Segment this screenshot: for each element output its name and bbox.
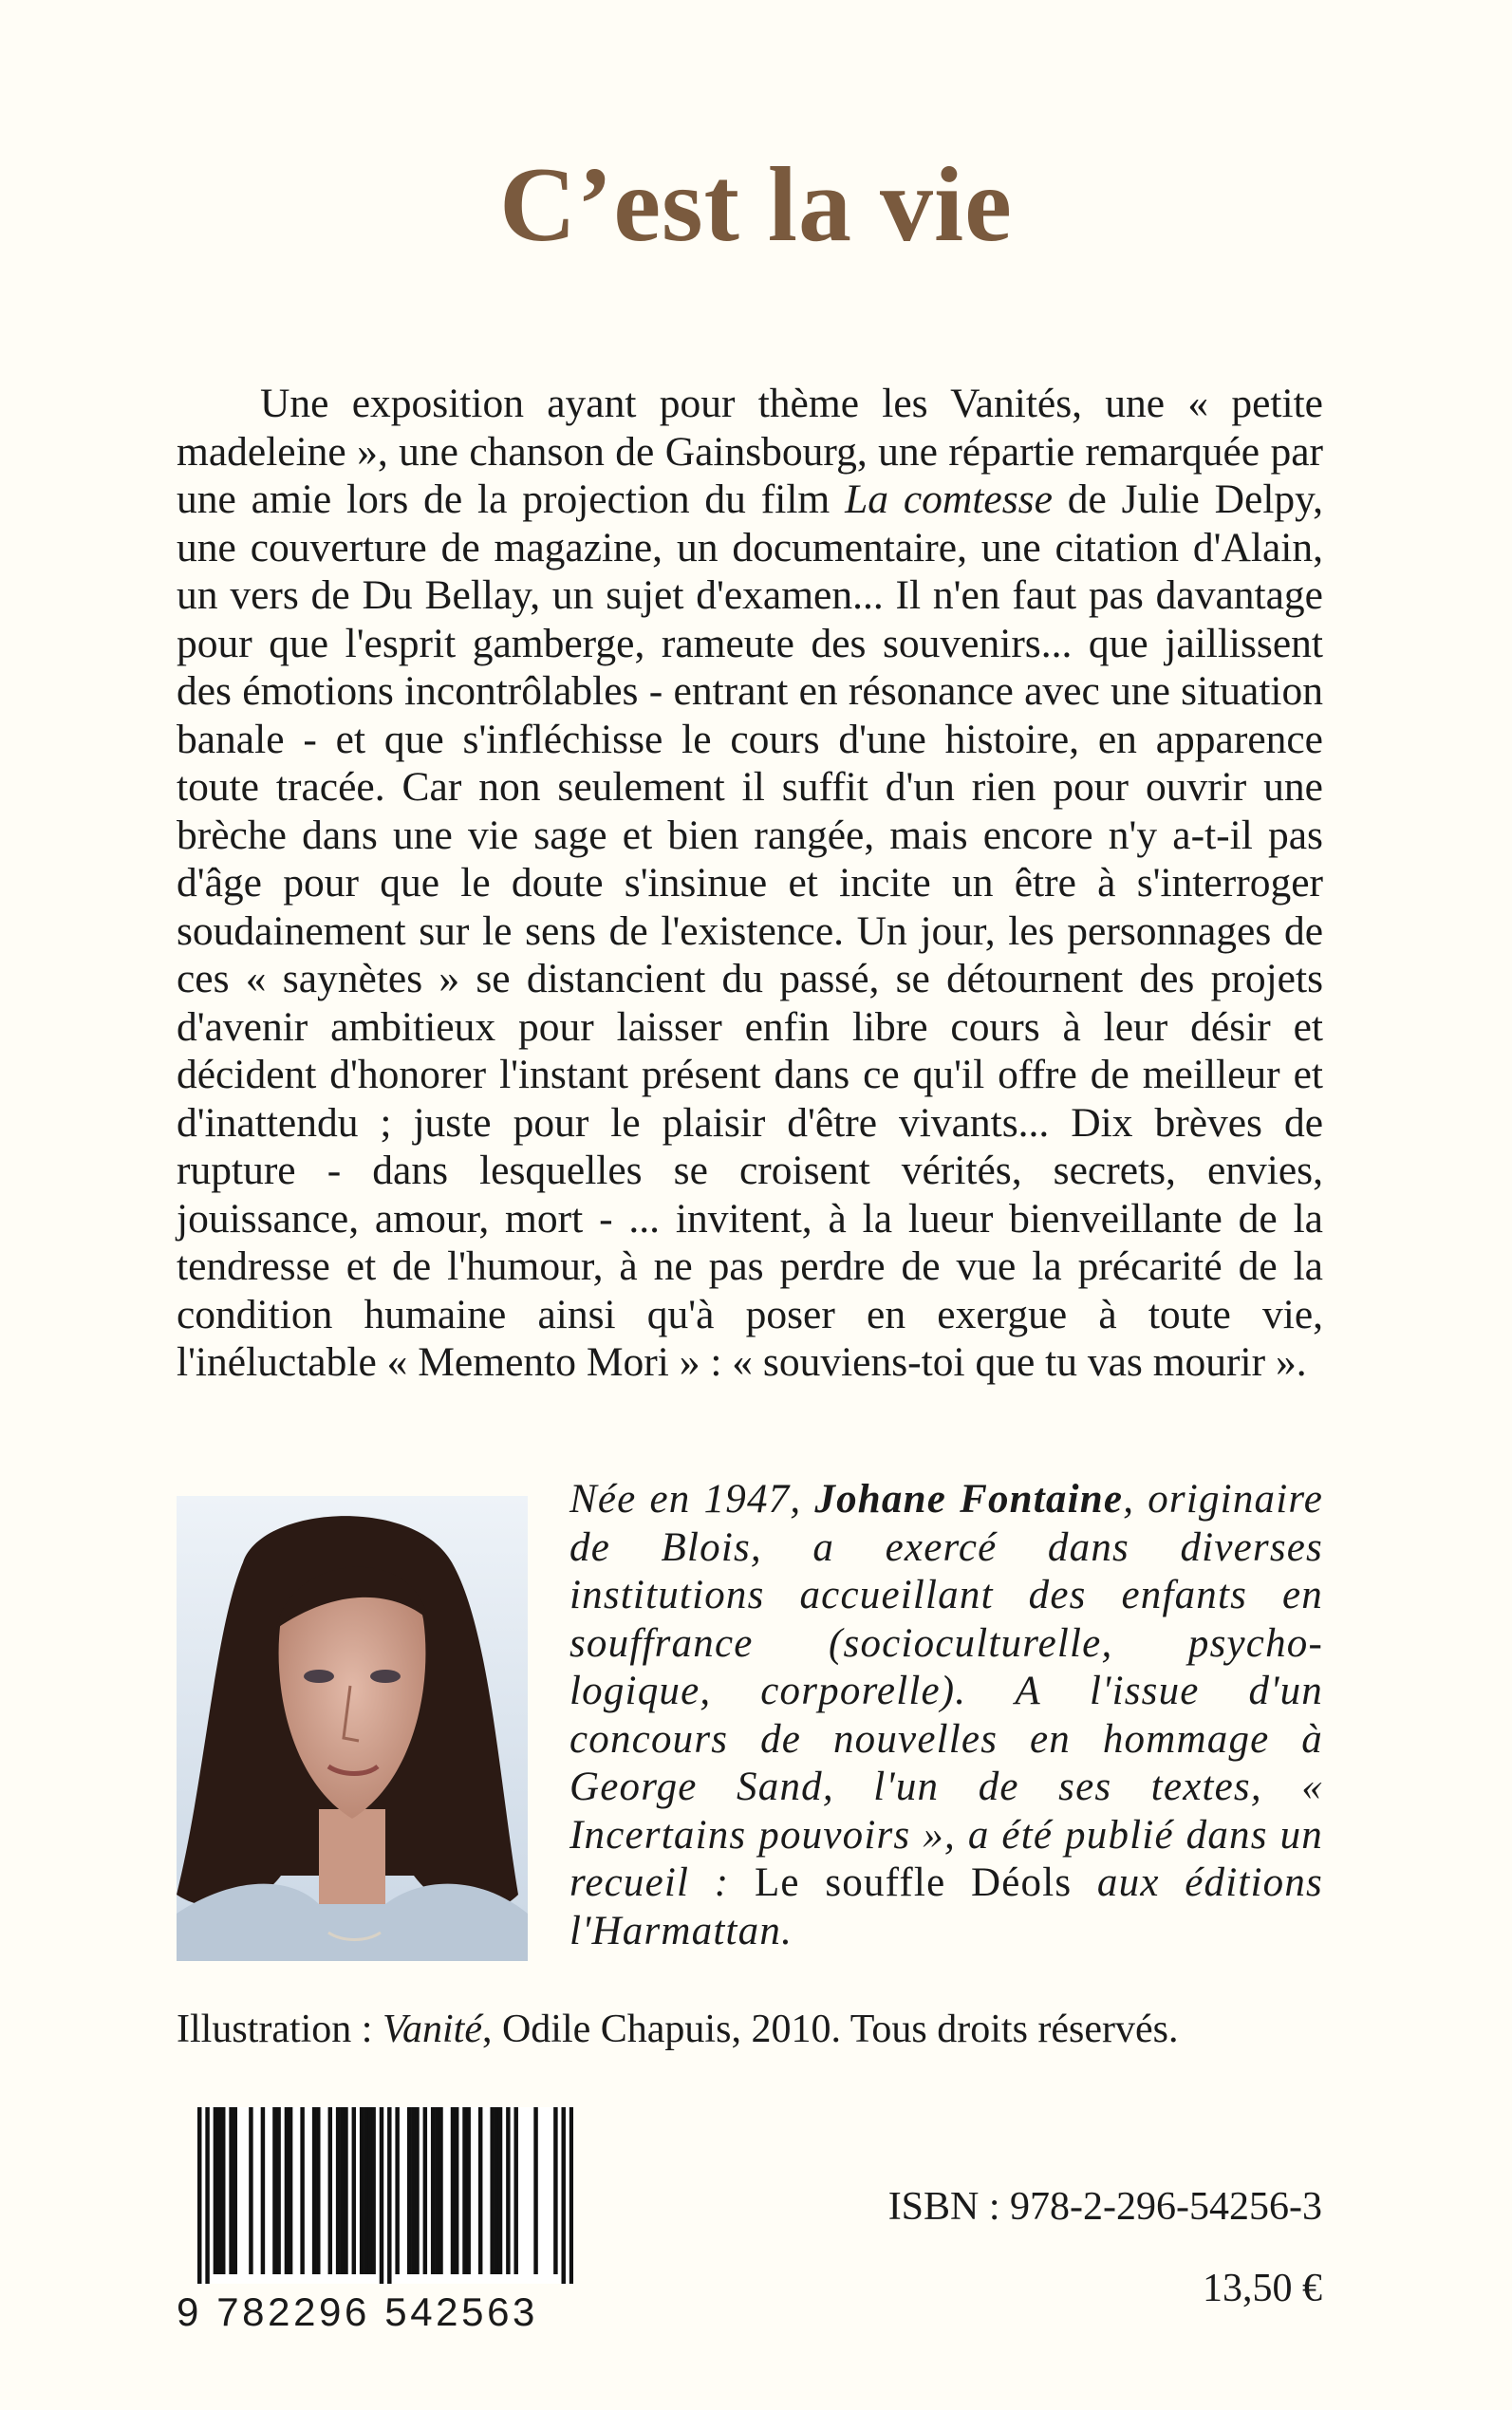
barcode-bar: [439, 2107, 442, 2274]
author-name: Johane Fontaine: [814, 1477, 1124, 1522]
author-biography: [569, 1476, 1323, 1955]
barcode-bar: [490, 2107, 494, 2274]
barcode-bar: [407, 2107, 411, 2274]
barcode-bar: [276, 2107, 280, 2274]
barcode-bar: [498, 2107, 502, 2274]
price: 13,50 €: [1203, 2267, 1322, 2310]
barcode-bar: [561, 2107, 565, 2284]
barcode-bar: [261, 2107, 265, 2274]
barcode-bar: [233, 2107, 237, 2274]
barcode-number: 9 782296 542563: [177, 2289, 538, 2334]
isbn: ISBN : 978-2-296-54256-3: [887, 2185, 1322, 2229]
barcode-bar: [217, 2107, 221, 2274]
barcode-bar: [197, 2107, 201, 2284]
book-title: C’est la vie: [499, 146, 1013, 264]
summary-text-1: Une exposition ayant pour thème les Vanités, une « petite madeleine », une chanson de Gainsbourg, une répartie remarquée par une amie lors de la projection du film: [177, 381, 1323, 522]
barcode-bar: [328, 2107, 332, 2274]
barcode-bar: [478, 2107, 482, 2274]
barcode-bar: [431, 2107, 435, 2274]
barcode-bar: [415, 2107, 419, 2274]
barcode-bar: [411, 2107, 415, 2274]
film-title: La comtesse: [845, 476, 1053, 522]
illustration-title: Vanité: [382, 2008, 482, 2051]
barcode-bar: [513, 2107, 517, 2274]
barcode-bar: [387, 2107, 391, 2284]
barcode-bar: [272, 2107, 276, 2274]
barcode-bar: [249, 2107, 252, 2274]
barcode-bar: [371, 2107, 375, 2274]
bio-intro: Née en 1947,: [569, 1477, 815, 1522]
barcode-bar: [344, 2107, 347, 2274]
author-photo: [177, 1496, 528, 1961]
barcode-bar: [221, 2107, 225, 2274]
barcode-bar: [451, 2107, 455, 2274]
author-portrait-image: [177, 1496, 528, 1961]
barcode-bar: [506, 2107, 510, 2274]
barcode-bar: [395, 2107, 399, 2274]
barcode: [197, 2107, 573, 2284]
barcode-bars: [197, 2107, 573, 2284]
barcode-bar: [553, 2107, 557, 2274]
barcode-bar: [340, 2107, 344, 2274]
barcode-bar: [380, 2107, 383, 2284]
barcode-bar: [533, 2107, 537, 2274]
barcode-bar: [455, 2107, 458, 2274]
barcode-bar: [462, 2107, 466, 2274]
barcode-bar: [466, 2107, 470, 2274]
barcode-bar: [229, 2107, 233, 2274]
barcode-bar: [435, 2107, 439, 2274]
barcode-bar: [423, 2107, 427, 2274]
credit-prefix: Illustration :: [177, 2008, 383, 2051]
barcode-bar: [300, 2107, 304, 2274]
bio-text-1: , originaire de Blois, a exercé dans diverses institutions accueillant des enfants en souffrance (socioculturelle, psycho-logique, corporelle). A l'issue d'un concours de nouvelles en hommage à George Sand, l'un de ses textes, « Incertains pouvoirs », a été publié dans un recueil :: [569, 1477, 1324, 1905]
barcode-bar: [367, 2107, 371, 2274]
barcode-bar: [360, 2107, 364, 2274]
barcode-bar: [312, 2107, 316, 2274]
barcode-bar: [289, 2107, 292, 2274]
barcode-bar: [285, 2107, 289, 2274]
barcode-bar: [364, 2107, 367, 2274]
barcode-bar: [316, 2107, 320, 2274]
barcode-bar: [352, 2107, 356, 2274]
book-collection-title: Le souffle Déols: [754, 1860, 1073, 1905]
bio-text-2: aux éditions l'Harmattan.: [569, 1860, 1323, 1953]
illustration-credit: [177, 2006, 1179, 2053]
barcode-bar: [214, 2107, 217, 2274]
credit-suffix: , Odile Chapuis, 2010. Tous droits réservés.: [481, 2008, 1179, 2051]
barcode-bar: [569, 2107, 573, 2284]
barcode-bar: [205, 2107, 209, 2284]
summary-text-2: de Julie Delpy, une couverture de magazine, un documentaire, une citation d'Alain, un vers de Du Bellay, un sujet d'examen... Il n'en faut pas davantage pour que l'esprit gamberge, rameute des souvenirs... que jaillissent des émotions incontrôlables - entrant en résonance avec une situation banale - et que s'infléchisse le cours d'une histoire, en apparence toute tracée. Car non seulement il suffit d'un rien pour ouvrir une brèche dans une vie sage et bien rangée, mais encore n'y a-t-il pas d'âge pour que le doute s'insinue et incite un être à s'interroger soudainement sur le sens de l'existence. Un jour, les personnages de ces « saynètes » se distancient du passé, se détournent des projets d'avenir ambitieux pour laisser enfin libre cours à leur désir et décident d'honorer l'instant présent dans ce qu'il offre de meilleur et d'inattendu ; juste pour le plaisir d'être vivants... Dix brèves de rupture - dans lesquelles se croisent vérités, secrets, envies, jouissance, amour, mort - ... invitent, à la lueur bienveillante de la tendresse et de l'humour, à ne pas perdre de vue la précarité de la condition humaine ainsi qu'à poser en exergue à toute vie, l'inéluctable « Memento Mori » : « souviens-toi que tu vas mourir ».: [177, 476, 1323, 1385]
barcode-bar: [336, 2107, 340, 2274]
barcode-bar: [495, 2107, 498, 2274]
book-summary: [177, 380, 1323, 1387]
